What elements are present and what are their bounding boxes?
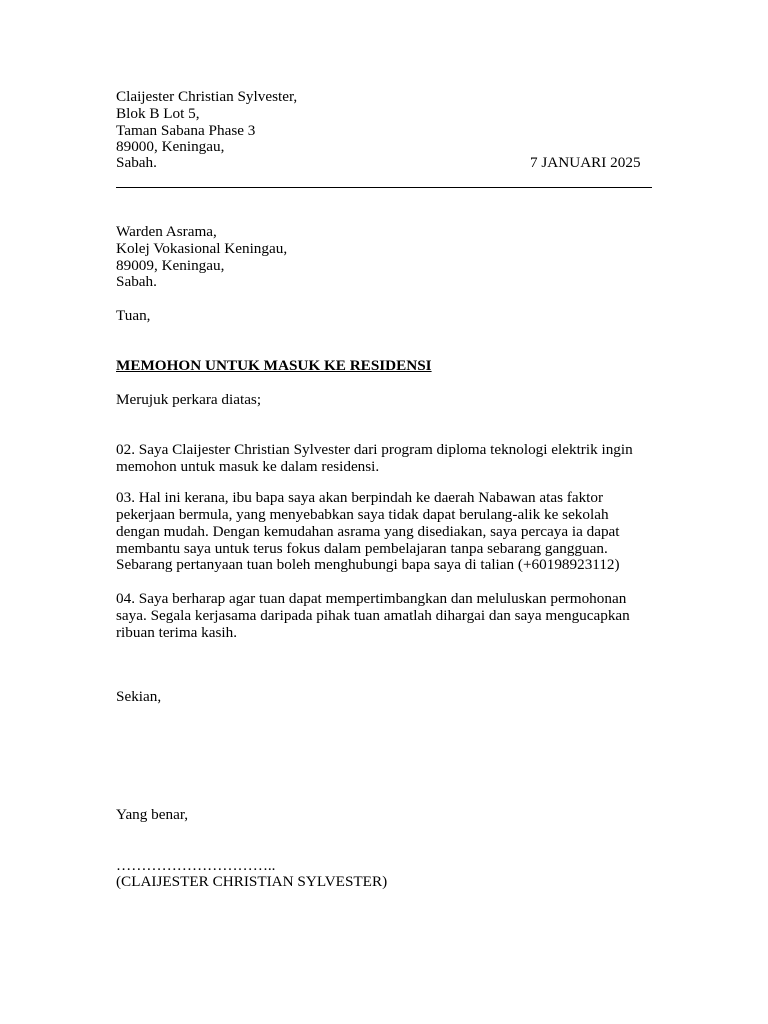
sender-address-line: Sabah. xyxy=(116,154,157,171)
paragraph-03-line: dengan mudah. Dengan kemudahan asrama yang disediakan, saya percaya ia dapat xyxy=(116,523,620,540)
paragraph-03-line: membantu saya untuk terus fokus dalam pembelajaran tanpa sebarang gangguan. xyxy=(116,540,608,557)
paragraph-04-line: saya. Segala kerjasama daripada pihak tuan amatlah dihargai dan saya mengucapkan xyxy=(116,607,630,624)
closing: Sekian, xyxy=(116,688,162,705)
sender-name: Claijester Christian Sylvester, xyxy=(116,88,298,105)
reference-line: Merujuk perkara diatas; xyxy=(116,391,262,408)
paragraph-03-line: Sebarang pertanyaan tuan boleh menghubungi bapa saya di talian (+60198923112) xyxy=(116,556,620,573)
sender-address-line: Blok B Lot 5, xyxy=(116,105,200,122)
paragraph-03-line: pekerjaan bermula, yang menyebabkan saya tidak dapat berulang-alik ke sekolah xyxy=(116,506,609,523)
header-divider xyxy=(116,187,652,188)
paragraph-02-line: memohon untuk masuk ke dalam residensi. xyxy=(116,458,380,475)
paragraph-04-line: 04. Saya berharap agar tuan dapat mempertimbangkan dan meluluskan permohonan xyxy=(116,590,627,607)
paragraph-04-line: ribuan terima kasih. xyxy=(116,624,238,641)
letter-date: 7 JANUARI 2025 xyxy=(530,154,641,171)
salutation: Tuan, xyxy=(116,307,151,324)
recipient-address-line: Sabah. xyxy=(116,273,157,290)
signatory-name: (CLAIJESTER CHRISTIAN SYLVESTER) xyxy=(116,873,388,890)
sender-address-line: 89000, Keningau, xyxy=(116,138,225,155)
letter-subject: MEMOHON UNTUK MASUK KE RESIDENSI xyxy=(116,357,432,374)
paragraph-02-line: 02. Saya Claijester Christian Sylvester dari program diploma teknologi elektrik ingin xyxy=(116,441,633,458)
recipient-address-line: Kolej Vokasional Keningau, xyxy=(116,240,288,257)
recipient-address-line: 89009, Keningau, xyxy=(116,257,225,274)
sign-off: Yang benar, xyxy=(116,806,189,823)
sender-address-line: Taman Sabana Phase 3 xyxy=(116,122,256,139)
paragraph-03-line: 03. Hal ini kerana, ibu bapa saya akan berpindah ke daerah Nabawan atas faktor xyxy=(116,489,604,506)
recipient-title: Warden Asrama, xyxy=(116,223,217,240)
signature-line: ………………………….. xyxy=(116,857,276,874)
